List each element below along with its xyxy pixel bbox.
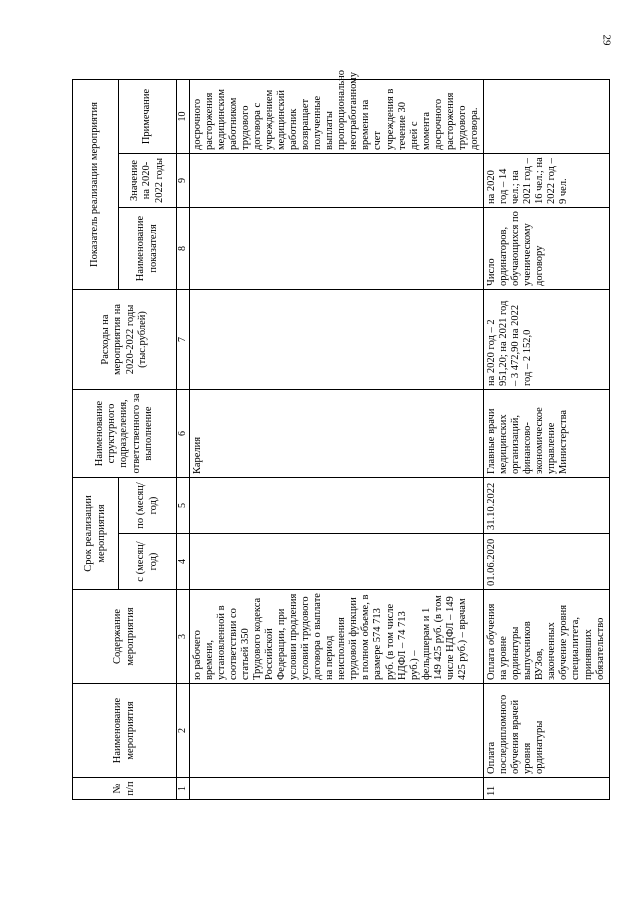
cell-responsible: Карелия <box>189 390 484 478</box>
cell-indicator-name: Число ординаторов, обучающихся по ученическому договору <box>484 208 610 290</box>
measures-table <box>72 70 610 800</box>
column-number: 10 <box>177 80 190 154</box>
header-note: Примечание <box>119 80 177 154</box>
cell-responsible: Главные врачи медицинских организаций, финансово-экономическое управление Министерства <box>484 390 610 478</box>
cell-content: ю рабочего времени, установленной в соответствии со статьей 350 Трудового кодекса Российской Федерации, при условии продления условий трудового договора о выплате на период неисполнения трудовой функции в полном объеме, в размере 574 713 руб. (в том числе НДФЛ – 74 713 руб.) – фельдшерам и 1 149 425 руб. (в том числе НДФЛ – 149 425 руб.) – врачам <box>189 590 484 684</box>
cell-to: 31.10.2022 <box>484 478 610 534</box>
header-indicator-value: Значение на 2020-2022 годы <box>119 154 177 208</box>
column-number: 2 <box>177 684 190 778</box>
column-number: 8 <box>177 208 190 290</box>
cell-from: 01.06.2020 <box>484 534 610 590</box>
header-responsible: Наименование структурного подразделения, ответственного за выполнение <box>73 390 177 478</box>
cell-indicator-value: на 2020 год – 14 чел.; на 2021 год – 16 чел.; на 2022 год – 9 чел. <box>484 154 610 208</box>
cell-from <box>189 534 484 590</box>
column-number: 3 <box>177 590 190 684</box>
cell-expenses <box>189 290 484 390</box>
header-period-to: по (месяц/ год) <box>119 478 177 534</box>
column-number: 1 <box>177 778 190 800</box>
column-number: 7 <box>177 290 190 390</box>
header-content: Содержание мероприятия <box>73 590 177 684</box>
rotated-table-container <box>72 70 632 800</box>
header-period-from: с (месяц/ год) <box>119 534 177 590</box>
header-name: Наименование мероприятия <box>73 684 177 778</box>
header-indicator-name: Наименование показателя <box>119 208 177 290</box>
cell-content: Оплата обучения на уровне ординатуры выпускников ВУЗов, законченных обучение уровня специалитета, принявших обязательство <box>484 590 610 684</box>
header-indicator: Показатель реализации мероприятия <box>73 80 119 290</box>
page-number: 29 <box>600 34 613 46</box>
cell-note: досрочного расторжения медицинским работником трудового договора с учреждением медицинский работник возвращает полученные выплаты пропорционально неотработанному времени на счет учреждения в течение 30 дней с момента досрочного расторжения трудового договора. <box>189 80 484 154</box>
cell-num: 11 <box>484 778 610 800</box>
cell-indicator-value <box>189 154 484 208</box>
column-number-row <box>177 80 190 800</box>
table-row <box>189 80 484 800</box>
header-num: № п/п <box>73 778 177 800</box>
cell-name <box>189 684 484 778</box>
cell-to <box>189 478 484 534</box>
column-number: 4 <box>177 534 190 590</box>
cell-indicator-name <box>189 208 484 290</box>
column-number: 5 <box>177 478 190 534</box>
cell-name: Оплата последипломного обучения врачей уровня ординатуры <box>484 684 610 778</box>
header-expenses: Расходы на мероприятия на 2020-2022 годы (тыс.рублей) <box>73 290 177 390</box>
header-period: Срок реализации мероприятия <box>73 478 119 590</box>
table-row <box>484 80 610 800</box>
column-number: 6 <box>177 390 190 478</box>
cell-note <box>484 80 610 154</box>
cell-expenses: на 2020 год – 2 951,20; на 2021 год – 3 472,90 на 2022 год – 2 152,0 <box>484 290 610 390</box>
cell-num <box>189 778 484 800</box>
column-number: 9 <box>177 154 190 208</box>
